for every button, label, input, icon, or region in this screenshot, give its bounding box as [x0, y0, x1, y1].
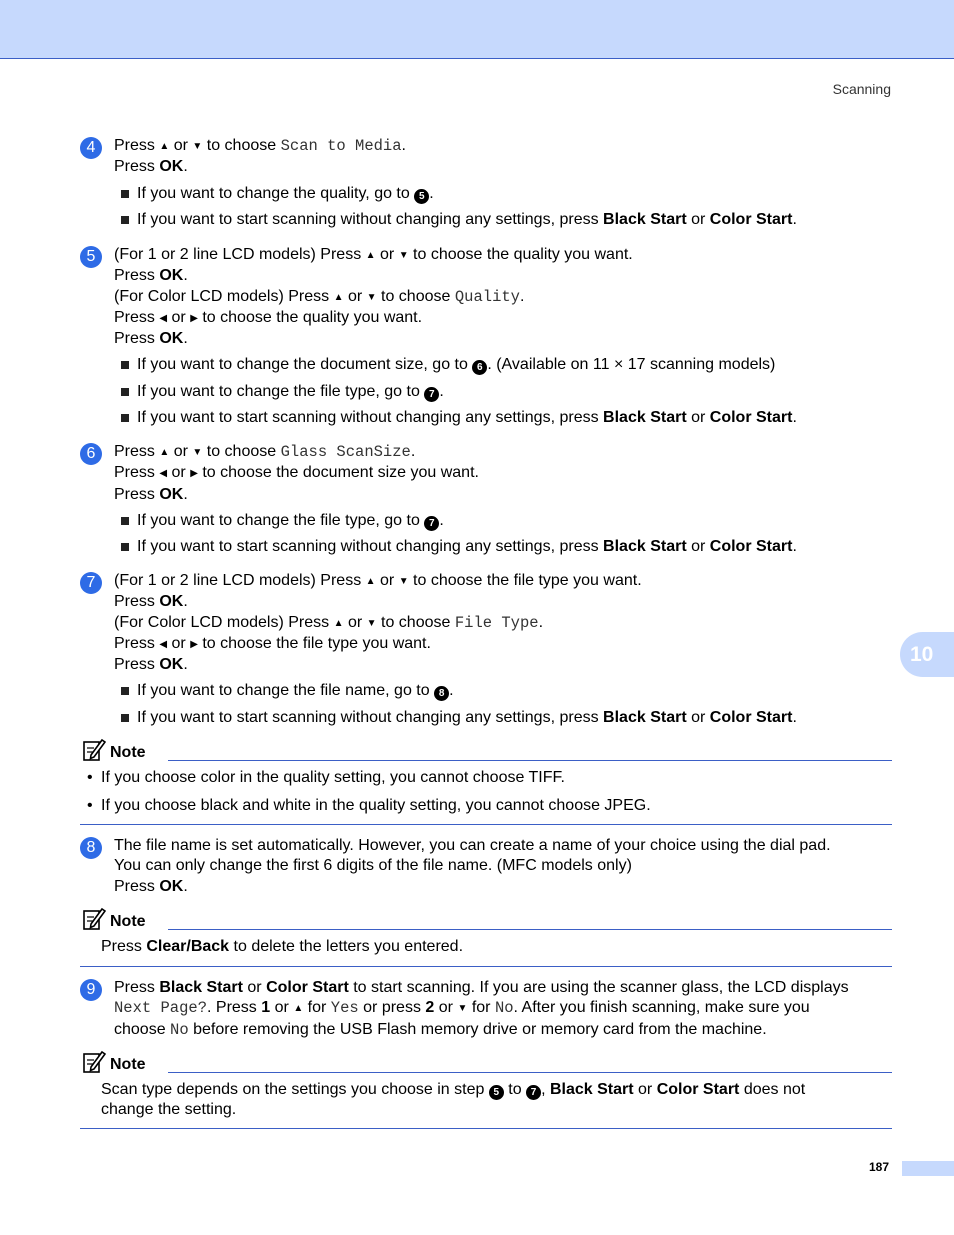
step-line: (For Color LCD models) Press ▲ or ▼ to choose Quality.	[114, 287, 525, 306]
note-label: Note	[110, 744, 146, 761]
list-item: If you want to change the quality, go to 5 .	[120, 184, 895, 204]
list-item: If you want to start scanning without changing any settings, press Black Start or Color Start.	[120, 537, 895, 557]
step-5	[80, 245, 895, 435]
up-arrow-icon: ▲	[333, 291, 344, 303]
chapter-tab: 10	[900, 632, 954, 677]
step-line: Press Black Start or Color Start to start scanning. If you are using the scanner glass, the LCD displays	[114, 979, 849, 996]
step-reference-badge: 7	[526, 1085, 541, 1100]
step-line: Press OK.	[114, 267, 188, 285]
left-arrow-icon: ◀	[159, 468, 168, 480]
lcd-text: File Type	[454, 613, 539, 632]
step-line: You can only change the first 6 digits of the file name. (MFC models only)	[114, 857, 632, 875]
step-line: Press ◀ or ▶ to choose the quality you want.	[114, 308, 423, 326]
lcd-text: Quality	[454, 287, 520, 306]
note-text: Press Clear/Back to delete the letters you entered.	[101, 938, 464, 955]
list-item: If you want to change the document size, go to 6 . (Available on 11 × 17 scanning models)	[120, 355, 895, 375]
step-number-badge: 5	[80, 246, 102, 268]
step-line: Press OK.	[114, 330, 188, 348]
step-line: Press OK.	[114, 158, 188, 176]
down-arrow-icon: ▼	[457, 1003, 468, 1015]
running-header: Scanning	[832, 81, 891, 97]
step-line: (For 1 or 2 line LCD models) Press ▲ or ▼ to choose the quality you want.	[114, 246, 633, 263]
step-reference-badge: 7	[424, 387, 439, 402]
note-text: Scan type depends on the settings you choose in step 5 to 7 , Black Start or Color Start does not	[101, 1081, 806, 1098]
step-line: (For Color LCD models) Press ▲ or ▼ to choose File Type.	[114, 613, 544, 632]
times-icon: ×	[613, 356, 624, 374]
up-arrow-icon: ▲	[365, 250, 376, 261]
up-arrow-icon: ▲	[365, 576, 376, 587]
list-item: If you want to start scanning without changing any settings, press Black Start or Color Start.	[120, 408, 895, 428]
footer-bar	[902, 1161, 954, 1176]
right-arrow-icon: ▶	[190, 312, 198, 324]
step-number-badge: 8	[80, 837, 102, 859]
step-number-badge: 7	[80, 572, 102, 594]
step-reference-badge: 5	[489, 1085, 504, 1100]
lcd-text: Scan to Media	[280, 137, 402, 155]
note-box	[80, 1053, 892, 1121]
page-number: 187	[869, 1160, 890, 1174]
step-line: Press ▲ or ▼ to choose Glass ScanSize.	[114, 443, 416, 461]
list-item: If you want to change the file type, go to 7 .	[120, 382, 895, 402]
right-arrow-icon: ▶	[190, 638, 198, 650]
step-reference-badge: 6	[472, 360, 487, 375]
divider	[168, 1072, 892, 1073]
list-item: If you want to start scanning without changing any settings, press Black Start or Color Start.	[120, 210, 895, 230]
divider	[168, 929, 892, 930]
note-pencil-icon	[82, 738, 106, 762]
step-line: The file name is set automatically. However, you can create a name of your choice using the dial pad.	[114, 837, 831, 854]
step-line: Press OK.	[114, 656, 188, 674]
note-box	[80, 910, 892, 957]
divider	[80, 1128, 892, 1129]
list-item: • If you choose color in the quality setting, you cannot choose TIFF.	[101, 768, 892, 788]
down-arrow-icon: ▼	[398, 250, 409, 261]
note-label: Note	[110, 913, 146, 930]
lcd-text: No	[494, 999, 514, 1018]
list-item: If you want to start scanning without changing any settings, press Black Start or Color Start.	[120, 708, 895, 728]
lcd-text: Next Page?	[114, 999, 208, 1018]
down-arrow-icon: ▼	[192, 447, 203, 458]
step-reference-badge: 7	[424, 516, 439, 531]
step-8	[80, 836, 895, 897]
note-text: change the setting.	[101, 1101, 237, 1119]
step-9	[80, 978, 895, 1040]
left-arrow-icon: ◀	[159, 638, 168, 650]
right-arrow-icon: ▶	[190, 468, 198, 480]
left-arrow-icon: ◀	[159, 312, 168, 324]
list-item: If you want to change the file name, go to 8 .	[120, 681, 895, 701]
step-line: Press OK.	[114, 593, 188, 611]
down-arrow-icon: ▼	[192, 141, 203, 152]
step-line: Press ◀ or ▶ to choose the document size you want.	[114, 464, 479, 482]
up-arrow-icon: ▲	[159, 141, 170, 152]
step-number-badge: 9	[80, 979, 102, 1001]
step-line: Press OK.	[114, 877, 188, 895]
step-line: choose No before removing the USB Flash memory drive or memory card from the machine.	[114, 1020, 767, 1039]
divider	[80, 824, 892, 825]
top-banner	[0, 0, 954, 59]
bullet-dot-icon: •	[87, 797, 93, 815]
lcd-text: Glass ScanSize	[280, 443, 411, 461]
step-line: Press OK.	[114, 485, 188, 503]
down-arrow-icon: ▼	[366, 291, 377, 303]
step-line: (For 1 or 2 line LCD models) Press ▲ or ▼ to choose the file type you want.	[114, 572, 642, 589]
bullet-dot-icon: •	[87, 769, 93, 786]
up-arrow-icon: ▲	[159, 447, 170, 458]
note-pencil-icon	[82, 907, 106, 931]
step-line: Press ▲ or ▼ to choose Scan to Media.	[114, 137, 406, 155]
down-arrow-icon: ▼	[398, 576, 409, 587]
step-4	[80, 136, 895, 237]
up-arrow-icon: ▲	[333, 617, 344, 629]
step-line: Next Page?. Press 1 or ▲ for Yes or press 2 or ▼ for No. After you finish scanning, make sure you	[114, 999, 810, 1018]
step-number-badge: 4	[80, 137, 102, 159]
list-item: If you want to change the file type, go to 7 .	[120, 511, 895, 531]
down-arrow-icon: ▼	[366, 617, 377, 629]
note-pencil-icon	[82, 1050, 106, 1074]
step-reference-badge: 8	[434, 686, 449, 701]
divider	[168, 760, 892, 761]
note-box	[80, 741, 892, 825]
step-number-badge: 6	[80, 443, 102, 465]
step-6	[80, 442, 895, 564]
lcd-text: No	[170, 1020, 189, 1039]
lcd-text: Yes	[330, 999, 359, 1018]
list-item: • If you choose black and white in the quality setting, you cannot choose JPEG.	[101, 796, 892, 816]
divider	[80, 966, 892, 967]
step-line: Press ◀ or ▶ to choose the file type you want.	[114, 634, 431, 652]
note-label: Note	[110, 1056, 146, 1073]
up-arrow-icon: ▲	[293, 1003, 304, 1015]
step-7	[80, 571, 895, 734]
step-reference-badge: 5	[414, 189, 429, 204]
